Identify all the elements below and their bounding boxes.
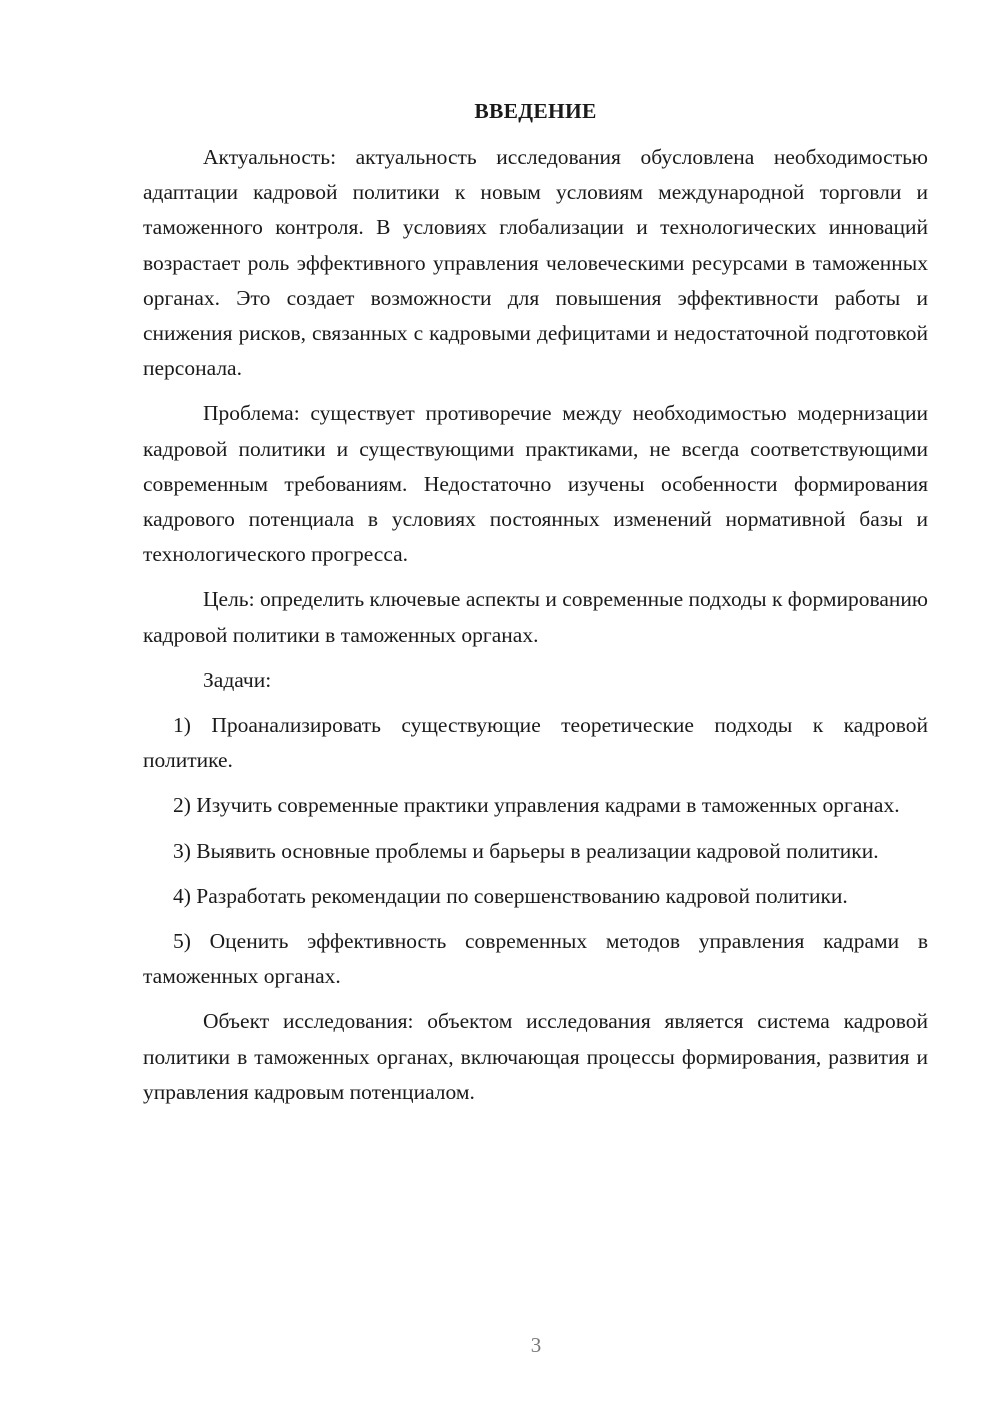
page-content: [143, 95, 928, 1120]
paragraph-problem: Проблема: существует противоречие между необходимостью модернизации кадровой политики и существующими практиками, не всегда соответствующими современным требованиям. Недостаточно изучены особенности формирования кадрового потенциала в условиях постоянных изменений нормативной базы и технологического прогресса.: [143, 401, 928, 567]
task-item: 2) Изучить современные практики управления кадрами в таможенных органах.: [173, 793, 900, 818]
paragraph-relevance: Актуальность: актуальность исследования обусловлена необходимостью адаптации кадровой политики к новым условиям международной торговли и таможенного контроля. В условиях глобализации и технологических инноваций возрастает роль эффективного управления человеческими ресурсами в таможенных органах. Это создает возможности для повышения эффективности работы и снижения рисков, связанных с кадровыми дефицитами и недостаточной подготовкой персонала.: [143, 145, 928, 381]
section-title: ВВЕДЕНИЕ: [474, 99, 597, 123]
task-item: 3) Выявить основные проблемы и барьеры в реализации кадровой политики.: [173, 838, 879, 863]
tasks-heading: Задачи:: [203, 667, 272, 692]
task-item: 1) Проанализировать существующие теоретические подходы к кадровой политике.: [143, 713, 928, 773]
paragraph-goal: Цель: определить ключевые аспекты и современные подходы к формированию кадровой политики в таможенных органах.: [143, 587, 928, 647]
tasks-list: [143, 708, 928, 994]
page-number: 3: [530, 1333, 542, 1357]
task-item: 5) Оценить эффективность современных методов управления кадрами в таможенных органах.: [143, 929, 928, 989]
paragraph-object: Объект исследования: объектом исследования является система кадровой политики в таможенных органах, включающая процессы формирования, развития и управления кадровым потенциалом.: [143, 1009, 928, 1104]
task-item: 4) Разработать рекомендации по совершенствованию кадровой политики.: [173, 883, 848, 908]
